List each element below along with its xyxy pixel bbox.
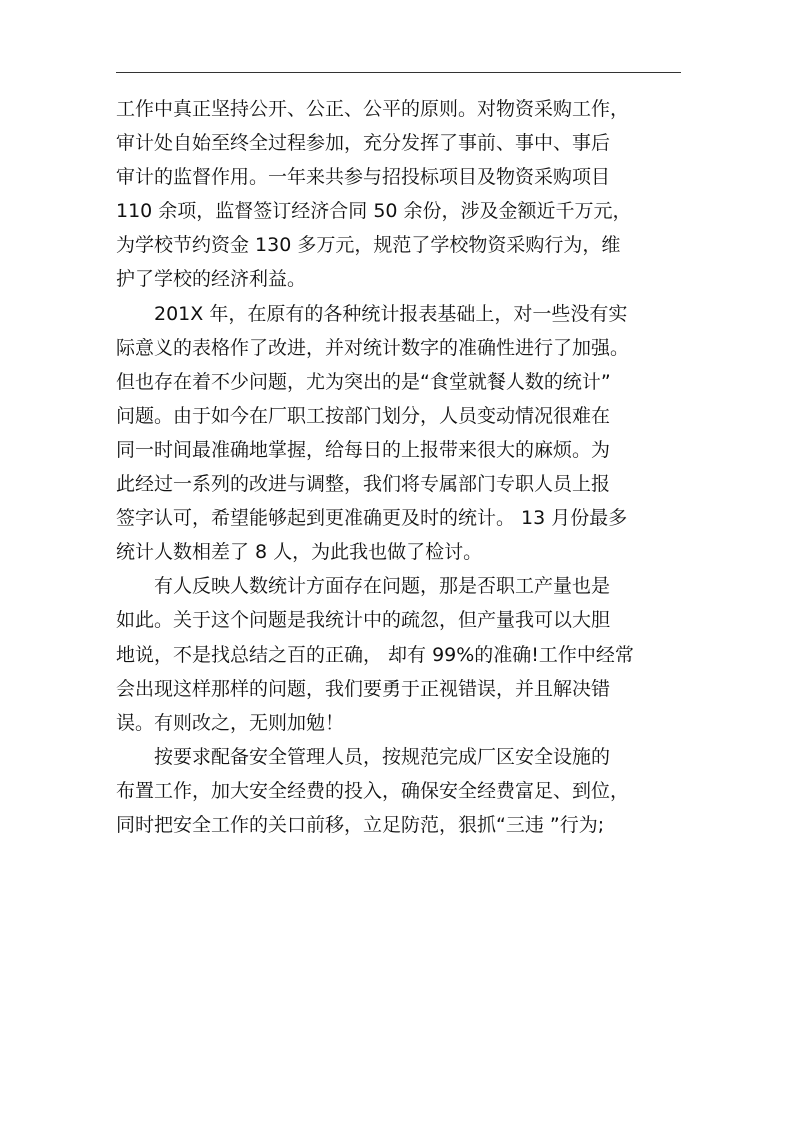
text-line: 110 余项，监督签订经济合同 50 余份，涉及金额近千万元，	[116, 200, 632, 223]
text-line: 会出现这样那样的问题，我们要勇于正视错误，并且解决错	[116, 677, 611, 700]
text-line: 同时把安全工作的关口前移，立足防范，狠抓“三违 ”行为;	[116, 813, 605, 836]
text-line: 但也存在着不少问题，尤为突出的是“食堂就餐人数的统计”	[116, 370, 611, 393]
text-line: 误。有则改之，无则加勉！	[116, 711, 345, 734]
body-text	[116, 92, 686, 842]
paragraph-start-line: 按要求配备安全管理人员，按规范完成厂区安全设施的	[154, 745, 611, 768]
paragraph-start-line: 有人反映人数统计方面存在问题，那是否职工产量也是	[154, 575, 611, 598]
text-line: 统计人数相差了 8 人，为此我也做了检讨。	[116, 541, 483, 564]
text-line: 际意义的表格作了改进，并对统计数字的准确性进行了加强。	[116, 336, 630, 359]
text-line: 工作中真正坚持公开、公正、公平的原则。对物资采购工作，	[116, 98, 630, 120]
text-line: 地说，不是找总结之百的正确， 却有 99%的准确!工作中经常	[116, 643, 634, 666]
header-rule	[116, 72, 681, 73]
text-line: 布置工作，加大安全经费的投入，确保安全经费富足、到位，	[116, 779, 630, 802]
text-line: 审计处自始至终全过程参加，充分发挥了事前、事中、事后	[116, 132, 611, 155]
text-line: 审计的监督作用。一年来共参与招投标项目及物资采购项目	[116, 166, 611, 189]
text-line: 此经过一系列的改进与调整，我们将专属部门专职人员上报	[116, 473, 611, 496]
paragraph-start-line: 201X 年，在原有的各种统计报表基础上，对一些没有实	[154, 302, 628, 325]
text-line: 护了学校的经济利益。	[116, 268, 307, 291]
text-line: 问题。由于如今在厂职工按部门划分，人员变动情况很难在	[116, 404, 611, 427]
text-line: 同一时间最准确地掌握，给每日的上报带来很大的麻烦。为	[116, 438, 611, 461]
text-line: 如此。关于这个问题是我统计中的疏忽，但产量我可以大胆	[116, 609, 611, 632]
text-line: 签字认可，希望能够起到更准确更及时的统计。 13 月份最多	[116, 507, 628, 530]
text-line: 为学校节约资金 130 多万元，规范了学校物资采购行为，维	[116, 234, 621, 257]
